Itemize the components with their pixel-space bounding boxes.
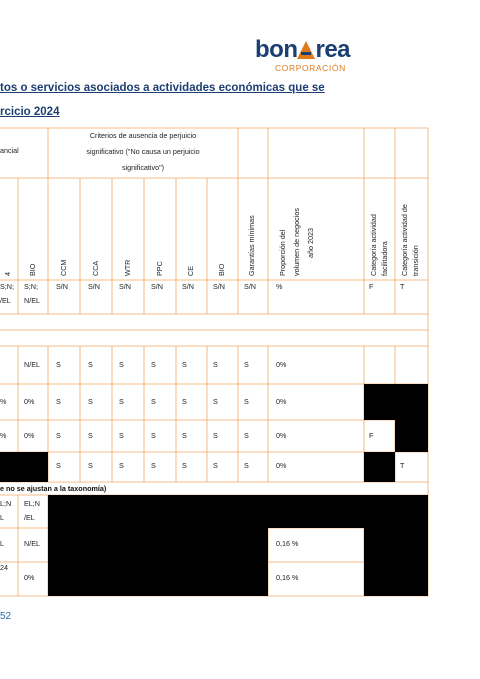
r6-prop: 0,16 % [276,539,299,548]
r6-r7-redaction-right [364,528,428,596]
r3-ppc: S [151,431,156,440]
r3-bio2: S [213,431,218,440]
col-header-cat-fac-1: Categoría actividad [369,214,378,276]
r2-c4: % [0,397,7,406]
sub-ce: S/N [182,282,194,291]
col-header-cat-fac-2: facilitadora [380,241,389,276]
r2-ce: S [182,397,187,406]
r1-cca: S [88,360,93,369]
r2-bio2: S [213,397,218,406]
logo-subtitle: CORPORACIÓN [275,63,346,73]
col-header-garantias: Garantías mínimas [247,215,256,276]
r4-ce: S [182,461,187,470]
r5-c4-b: L [0,513,4,522]
r2-wtr: S [119,397,124,406]
sub-bio-b: N/EL [24,296,40,305]
r2-prop: 0% [276,397,287,406]
r4-cca: S [88,461,93,470]
r3-f: F [369,431,374,440]
r3-prop: 0% [276,431,287,440]
r3-cca: S [88,431,93,440]
header-financial: ancial [0,146,19,155]
r3-bio: 0% [24,431,35,440]
header-dnsh-line-3: significativo") [121,163,165,172]
r5-bio-a: EL;N [24,499,40,508]
col-header-prop-2: volumen de negocios [292,208,301,276]
sub-garantias: S/N [244,282,256,291]
sub-f: F [369,282,374,291]
r3-garantias: S [244,431,249,440]
r3-ce: S [182,431,187,440]
r7-prop: 0,16 % [276,573,299,582]
header-dnsh-line-2: significativo ("No causa un perjuicio [86,147,200,156]
r4-garantias: S [244,461,249,470]
section-non-aligned: e no se ajustan a la taxonomía) [0,484,107,493]
r3-wtr: S [119,431,124,440]
col-header-ce: CE [186,266,195,276]
page-number: 52 [0,611,12,622]
r2-bio: 0% [24,397,35,406]
col-header-ppc: PPC [155,261,164,276]
r5-redaction [48,495,428,528]
col-header-wtr: WTR [123,259,132,276]
col-header-4: 4 [3,272,12,276]
r4-ppc: S [151,461,156,470]
r2-garantias: S [244,397,249,406]
r4-wtr: S [119,461,124,470]
r6-r7-redaction [48,528,268,596]
r1-wtr: S [119,360,124,369]
r5-bio-b: /EL [24,513,35,522]
col-header-bio-2: BIO [217,263,226,276]
r1-bio: N/EL [24,360,40,369]
sub-cca: S/N [88,282,100,291]
sub-c4-b: /EL [0,296,11,305]
sub-ccm: S/N [56,282,68,291]
r4-t: T [400,461,405,470]
r4-bio2: S [213,461,218,470]
col-header-cca: CCA [91,260,100,276]
r4-prop: 0% [276,461,287,470]
r1-ce: S [182,360,187,369]
col-header-bio-1: BIO [28,263,37,276]
header-dnsh-line-1: Criterios de ausencia de perjuicio [89,131,197,140]
r1-garantias: S [244,360,249,369]
section-heading-line-2: rcicio 2024 [0,106,60,118]
r1-ppc: S [151,360,156,369]
r4-ccm: S [56,461,61,470]
r3-c4: % [0,431,7,440]
r4-redaction-right [364,452,395,482]
col-header-ccm: CCM [59,259,68,276]
col-header-cat-tra-1: Categoría actividad de [400,204,409,276]
r2-ccm: S [56,397,61,406]
sub-prop: % [276,282,283,291]
r2-ppc: S [151,397,156,406]
logo-wordmark: bon rea [255,36,351,63]
sub-c4-a: S;N; [0,282,14,291]
r2-cca: S [88,397,93,406]
r3-redaction [395,420,428,452]
r1-bio2: S [213,360,218,369]
sub-bio-a: S;N; [24,282,38,291]
r7-bio: 0% [24,573,35,582]
sub-bio-2: S/N [213,282,225,291]
col-header-prop-3: año 2023 [306,228,315,258]
r3-ccm: S [56,431,61,440]
section-heading-line-1: tos o servicios asociados a actividades económicas que se [0,82,325,94]
sub-t: T [400,282,405,291]
col-header-prop-1: Proporción del [278,229,287,276]
r5-c4-a: L;N [0,499,12,508]
r6-c4: L [0,539,4,548]
sub-ppc: S/N [151,282,163,291]
r6-bio: N/EL [24,539,40,548]
r1-prop: 0% [276,360,287,369]
col-header-cat-tra-2: transición [411,245,420,276]
sub-wtr: S/N [119,282,131,291]
r7-c4: 24 [0,563,8,572]
r2-redaction [364,384,428,420]
r4-redaction-left [0,452,48,482]
r1-ccm: S [56,360,61,369]
header-dnsh [48,128,238,176]
